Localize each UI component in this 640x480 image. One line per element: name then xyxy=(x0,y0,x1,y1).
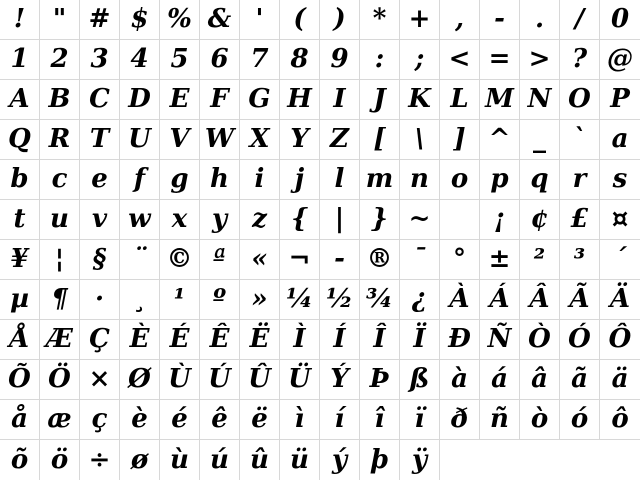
glyph-cell: ] xyxy=(440,120,480,160)
glyph-cell: ! xyxy=(0,0,40,40)
glyph-cell: Î xyxy=(360,320,400,360)
glyph-cell: þ xyxy=(360,440,400,480)
glyph-cell: Í xyxy=(320,320,360,360)
glyph-cell: ô xyxy=(600,400,640,440)
glyph-cell: . xyxy=(520,0,560,40)
glyph-cell: G xyxy=(240,80,280,120)
glyph-cell: $ xyxy=(120,0,160,40)
glyph-cell: l xyxy=(320,160,360,200)
glyph-cell: Ë xyxy=(240,320,280,360)
glyph-cell: ø xyxy=(120,440,160,480)
glyph-cell: ç xyxy=(80,400,120,440)
glyph-cell: ¾ xyxy=(360,280,400,320)
glyph-cell: × xyxy=(80,360,120,400)
void-cell xyxy=(480,440,520,480)
glyph-cell: î xyxy=(360,400,400,440)
glyph-cell: Ï xyxy=(400,320,440,360)
glyph-cell: 4 xyxy=(120,40,160,80)
glyph-cell: â xyxy=(520,360,560,400)
glyph-cell: ? xyxy=(560,40,600,80)
glyph-cell: J xyxy=(360,80,400,120)
glyph-cell: Ã xyxy=(560,280,600,320)
glyph-cell: ¬ xyxy=(280,240,320,280)
glyph-cell: g xyxy=(160,160,200,200)
glyph-cell: [ xyxy=(360,120,400,160)
glyph-cell: C xyxy=(80,80,120,120)
glyph-cell: ÷ xyxy=(80,440,120,480)
glyph-cell: 8 xyxy=(280,40,320,80)
glyph-cell: h xyxy=(200,160,240,200)
glyph-cell: á xyxy=(480,360,520,400)
glyph-cell: ª xyxy=(200,240,240,280)
glyph-cell: Ü xyxy=(280,360,320,400)
glyph-cell: Õ xyxy=(0,360,40,400)
glyph-cell: © xyxy=(160,240,200,280)
glyph-cell: ð xyxy=(440,400,480,440)
glyph-cell: Â xyxy=(520,280,560,320)
glyph-cell: Ò xyxy=(520,320,560,360)
glyph-cell: - xyxy=(480,0,520,40)
glyph-cell: a xyxy=(600,120,640,160)
glyph-cell: 9 xyxy=(320,40,360,80)
glyph-cell: ¥ xyxy=(0,240,40,280)
void-cell xyxy=(600,440,640,480)
glyph-cell: Ñ xyxy=(480,320,520,360)
glyph-cell: ú xyxy=(200,440,240,480)
glyph-cell: Y xyxy=(280,120,320,160)
glyph-cell: 7 xyxy=(240,40,280,80)
glyph-cell: 0 xyxy=(600,0,640,40)
glyph-cell: 2 xyxy=(40,40,80,80)
empty-glyph-cell xyxy=(440,200,480,240)
glyph-cell: å xyxy=(0,400,40,440)
glyph-cell: q xyxy=(520,160,560,200)
glyph-cell: ¢ xyxy=(520,200,560,240)
glyph-cell: é xyxy=(160,400,200,440)
glyph-cell: ` xyxy=(560,120,600,160)
glyph-cell: ÿ xyxy=(400,440,440,480)
glyph-cell: e xyxy=(80,160,120,200)
glyph-cell: Ê xyxy=(200,320,240,360)
glyph-cell: { xyxy=(280,200,320,240)
glyph-cell: ½ xyxy=(320,280,360,320)
glyph-cell: % xyxy=(160,0,200,40)
glyph-cell: Û xyxy=(240,360,280,400)
glyph-cell: c xyxy=(40,160,80,200)
glyph-cell: 5 xyxy=(160,40,200,80)
glyph-cell: ï xyxy=(400,400,440,440)
glyph-cell: è xyxy=(120,400,160,440)
glyph-cell: z xyxy=(240,200,280,240)
glyph-cell: X xyxy=(240,120,280,160)
glyph-cell: + xyxy=(400,0,440,40)
glyph-cell: ¼ xyxy=(280,280,320,320)
glyph-cell: ¿ xyxy=(400,280,440,320)
glyph-cell: ß xyxy=(400,360,440,400)
glyph-cell: à xyxy=(440,360,480,400)
glyph-cell: À xyxy=(440,280,480,320)
glyph-cell: K xyxy=(400,80,440,120)
glyph-cell: \ xyxy=(400,120,440,160)
glyph-cell: m xyxy=(360,160,400,200)
glyph-cell: V xyxy=(160,120,200,160)
glyph-cell: í xyxy=(320,400,360,440)
glyph-cell: t xyxy=(0,200,40,240)
glyph-cell: j xyxy=(280,160,320,200)
glyph-cell: P xyxy=(600,80,640,120)
glyph-cell: É xyxy=(160,320,200,360)
glyph-cell: " xyxy=(40,0,80,40)
glyph-cell: Ù xyxy=(160,360,200,400)
glyph-cell: D xyxy=(120,80,160,120)
glyph-cell: x xyxy=(160,200,200,240)
glyph-cell: # xyxy=(80,0,120,40)
glyph-cell: ê xyxy=(200,400,240,440)
glyph-cell: Ì xyxy=(280,320,320,360)
glyph-cell: ñ xyxy=(480,400,520,440)
glyph-cell: õ xyxy=(0,440,40,480)
glyph-cell: ³ xyxy=(560,240,600,280)
glyph-cell: p xyxy=(480,160,520,200)
glyph-cell: ² xyxy=(520,240,560,280)
glyph-cell: ¶ xyxy=(40,280,80,320)
glyph-cell: , xyxy=(440,0,480,40)
glyph-cell: n xyxy=(400,160,440,200)
glyph-cell: ( xyxy=(280,0,320,40)
glyph-cell: È xyxy=(120,320,160,360)
glyph-cell: T xyxy=(80,120,120,160)
glyph-cell: µ xyxy=(0,280,40,320)
glyph-cell: æ xyxy=(40,400,80,440)
glyph-cell: ì xyxy=(280,400,320,440)
glyph-cell: ' xyxy=(240,0,280,40)
glyph-cell: u xyxy=(40,200,80,240)
glyph-cell: Ú xyxy=(200,360,240,400)
void-cell xyxy=(440,440,480,480)
glyph-cell: o xyxy=(440,160,480,200)
glyph-cell: ° xyxy=(440,240,480,280)
glyph-cell: ¡ xyxy=(480,200,520,240)
glyph-cell: I xyxy=(320,80,360,120)
glyph-cell: ã xyxy=(560,360,600,400)
glyph-cell: < xyxy=(440,40,480,80)
glyph-cell: E xyxy=(160,80,200,120)
glyph-cell: * xyxy=(360,0,400,40)
glyph-cell: £ xyxy=(560,200,600,240)
glyph-cell: Z xyxy=(320,120,360,160)
glyph-cell: Ç xyxy=(80,320,120,360)
glyph-cell: = xyxy=(480,40,520,80)
glyph-cell: Ô xyxy=(600,320,640,360)
glyph-cell: 3 xyxy=(80,40,120,80)
glyph-cell: º xyxy=(200,280,240,320)
glyph-cell: N xyxy=(520,80,560,120)
glyph-cell: s xyxy=(600,160,640,200)
glyph-cell: Þ xyxy=(360,360,400,400)
glyph-cell: r xyxy=(560,160,600,200)
glyph-cell: ö xyxy=(40,440,80,480)
glyph-cell: H xyxy=(280,80,320,120)
glyph-cell: O xyxy=(560,80,600,120)
glyph-cell: _ xyxy=(520,120,560,160)
glyph-cell: b xyxy=(0,160,40,200)
glyph-cell: Ð xyxy=(440,320,480,360)
glyph-cell: ¦ xyxy=(40,240,80,280)
glyph-cell: ¤ xyxy=(600,200,640,240)
glyph-cell: Ö xyxy=(40,360,80,400)
glyph-cell: ^ xyxy=(480,120,520,160)
glyph-cell: Ó xyxy=(560,320,600,360)
glyph-cell: ¹ xyxy=(160,280,200,320)
glyph-cell: i xyxy=(240,160,280,200)
glyph-cell: ë xyxy=(240,400,280,440)
glyph-cell: @ xyxy=(600,40,640,80)
glyph-cell: ¨ xyxy=(120,240,160,280)
glyph-cell: L xyxy=(440,80,480,120)
glyph-cell: ò xyxy=(520,400,560,440)
glyph-cell: | xyxy=(320,200,360,240)
glyph-cell: Ø xyxy=(120,360,160,400)
glyph-cell: : xyxy=(360,40,400,80)
glyph-cell: / xyxy=(560,0,600,40)
glyph-cell: U xyxy=(120,120,160,160)
glyph-cell: ~ xyxy=(400,200,440,240)
glyph-cell: ; xyxy=(400,40,440,80)
glyph-cell: « xyxy=(240,240,280,280)
glyph-cell: Æ xyxy=(40,320,80,360)
glyph-cell: Ý xyxy=(320,360,360,400)
glyph-cell: v xyxy=(80,200,120,240)
glyph-cell: 1 xyxy=(0,40,40,80)
glyph-cell: f xyxy=(120,160,160,200)
glyph-cell: } xyxy=(360,200,400,240)
glyph-cell: ü xyxy=(280,440,320,480)
glyph-cell: R xyxy=(40,120,80,160)
glyph-cell: ¯ xyxy=(400,240,440,280)
glyph-cell: y xyxy=(200,200,240,240)
glyph-cell: ¸ xyxy=(120,280,160,320)
glyph-cell: û xyxy=(240,440,280,480)
glyph-cell: 6 xyxy=(200,40,240,80)
glyph-cell: ) xyxy=(320,0,360,40)
glyph-cell: W xyxy=(200,120,240,160)
glyph-cell: » xyxy=(240,280,280,320)
glyph-cell: & xyxy=(200,0,240,40)
void-cell xyxy=(520,440,560,480)
glyph-cell: ý xyxy=(320,440,360,480)
glyph-cell: § xyxy=(80,240,120,280)
glyph-cell: Á xyxy=(480,280,520,320)
glyph-cell: Å xyxy=(0,320,40,360)
glyph-cell: ± xyxy=(480,240,520,280)
glyph-cell: A xyxy=(0,80,40,120)
void-cell xyxy=(560,440,600,480)
glyph-cell: - xyxy=(320,240,360,280)
glyph-cell: Q xyxy=(0,120,40,160)
glyph-cell: ù xyxy=(160,440,200,480)
glyph-cell: M xyxy=(480,80,520,120)
glyph-cell: ä xyxy=(600,360,640,400)
glyph-cell: ó xyxy=(560,400,600,440)
glyph-cell: w xyxy=(120,200,160,240)
glyph-cell: B xyxy=(40,80,80,120)
glyph-cell: ® xyxy=(360,240,400,280)
glyph-cell: Ä xyxy=(600,280,640,320)
glyph-cell: ´ xyxy=(600,240,640,280)
glyph-cell: F xyxy=(200,80,240,120)
glyph-cell: > xyxy=(520,40,560,80)
glyph-cell: · xyxy=(80,280,120,320)
